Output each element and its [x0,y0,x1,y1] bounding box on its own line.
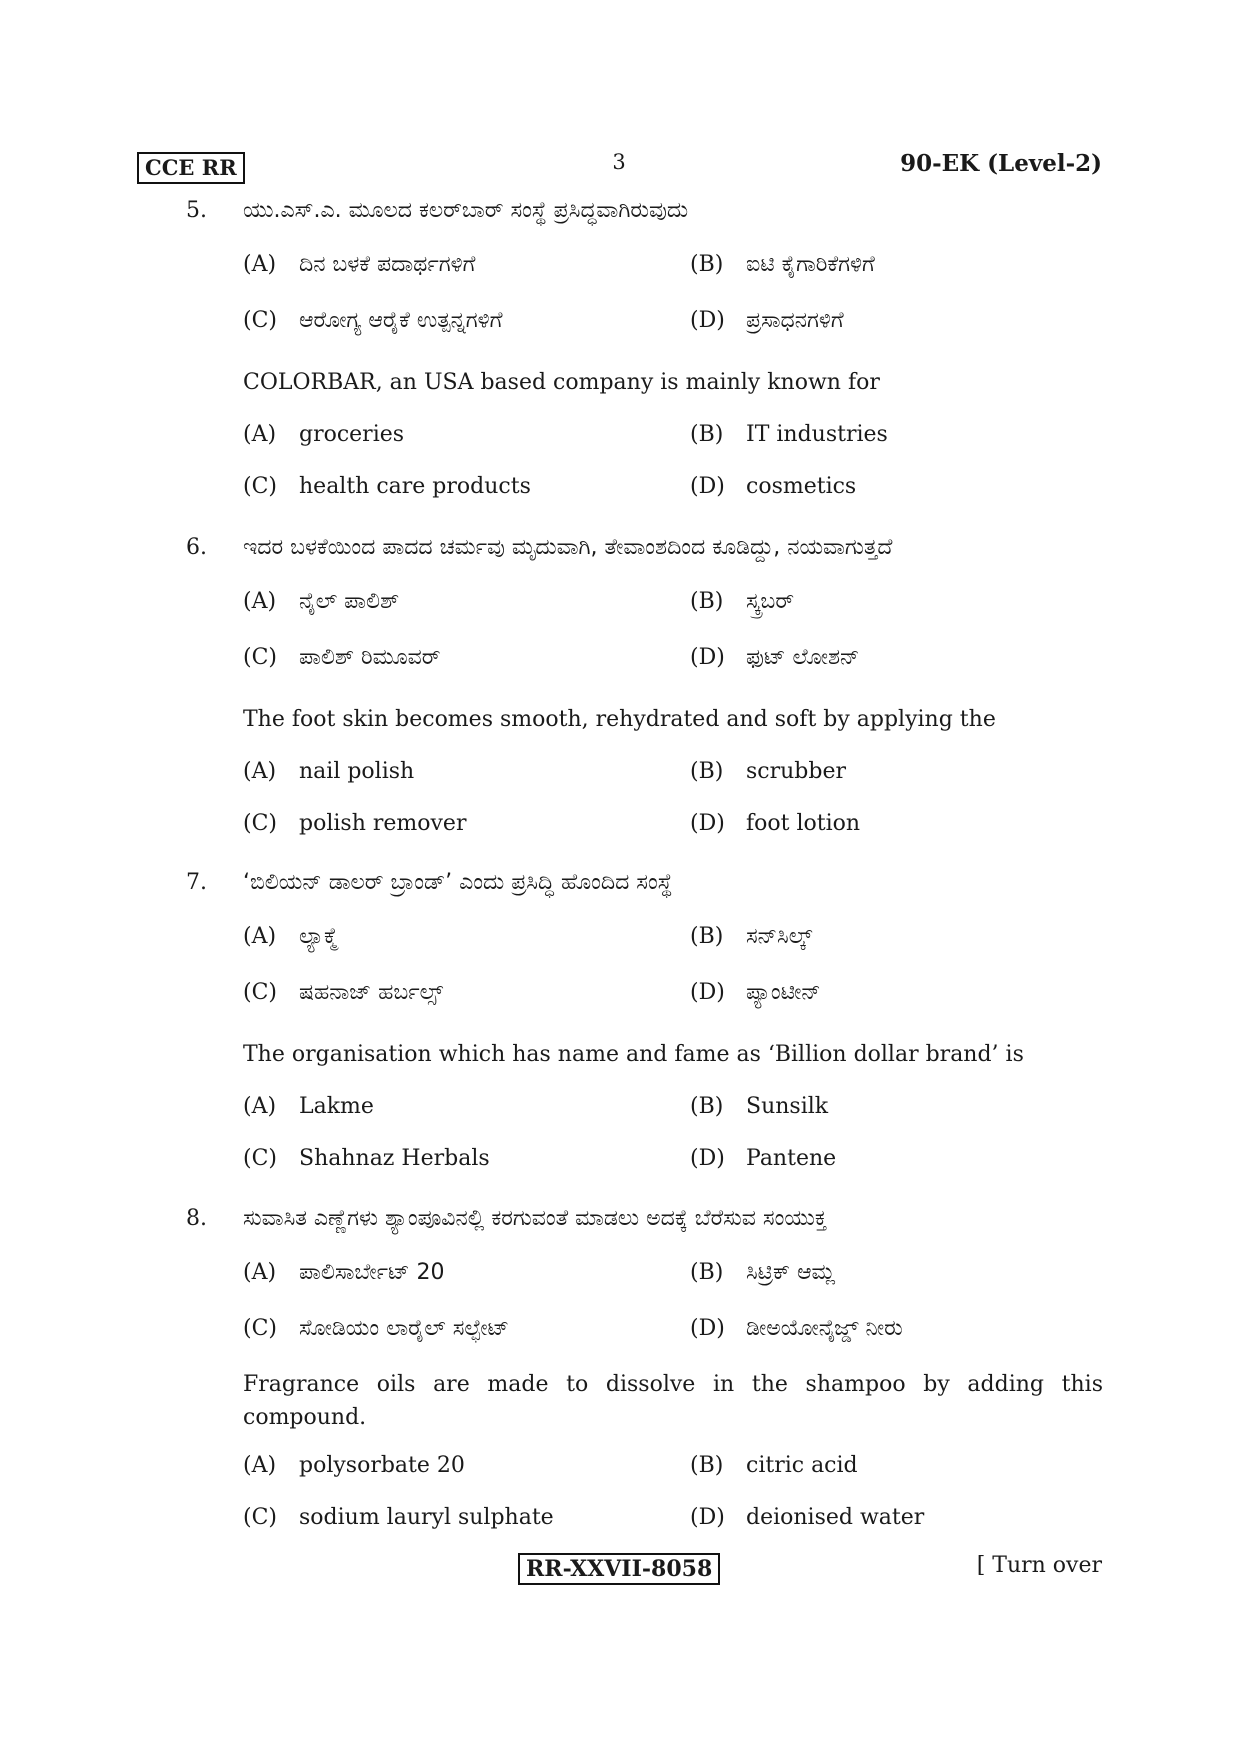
question-number: 6. [186,535,207,560]
kannada-question-stem: ಯು.ಎಸ್.ಎ. ಮೂಲದ ಕಲರ್‌ಬಾರ್ ಸಂಸ್ಥೆ ಪ್ರಸಿದ್ಧವಾಗಿರುವುದು [243,198,689,223]
question-number: 7. [186,870,207,895]
english-question-stem: The organisation which has name and fame as ‘Billion dollar brand’ is [243,1042,1024,1067]
english-question-stem: The foot skin becomes smooth, rehydrated and soft by applying the [243,707,996,732]
kannada-question-stem: ಸುವಾಸಿತ ಎಣ್ಣೆಗಳು ಶ್ಯಾಂಪೂವಿನಲ್ಲಿ ಕರಗುವಂತೆ ಮಾಡಲು ಅದಕ್ಕೆ ಬೆರೆಸುವ ಸಂಯುಕ್ತ [243,1206,827,1231]
subject-code-box: CCE RR [137,152,245,184]
question-number: 8. [186,1206,207,1231]
page-header [0,148,1238,188]
question-number: 5. [186,198,207,223]
kannada-question-stem: ಇದರ ಬಳಕೆಯಿಂದ ಪಾದದ ಚರ್ಮವು ಮೃದುವಾಗಿ, ತೇವಾಂಶದಿಂದ ಕೂಡಿದ್ದು, ನಯವಾಗುತ್ತದೆ [243,535,893,560]
page-number: 3 [612,150,626,174]
english-question-stem: COLORBAR, an USA based company is mainly known for [243,370,880,395]
kannada-question-stem: ‘ಬಿಲಿಯನ್ ಡಾಲರ್ ಬ್ರಾಂಡ್’ ಎಂದು ಪ್ರಸಿದ್ಧಿ ಹೊಂದಿದ ಸಂಸ್ಥೆ [243,870,673,895]
turn-over-note: [ Turn over [976,1553,1102,1578]
paper-code: 90-EK (Level-2) [900,150,1102,177]
english-question-stem: Fragrance oils are made to dissolve in the shampoo by adding this compound. [243,1372,1103,1430]
page-footer [0,1553,1238,1593]
footer-paper-code: RR-XXVII-8058 [518,1553,720,1585]
